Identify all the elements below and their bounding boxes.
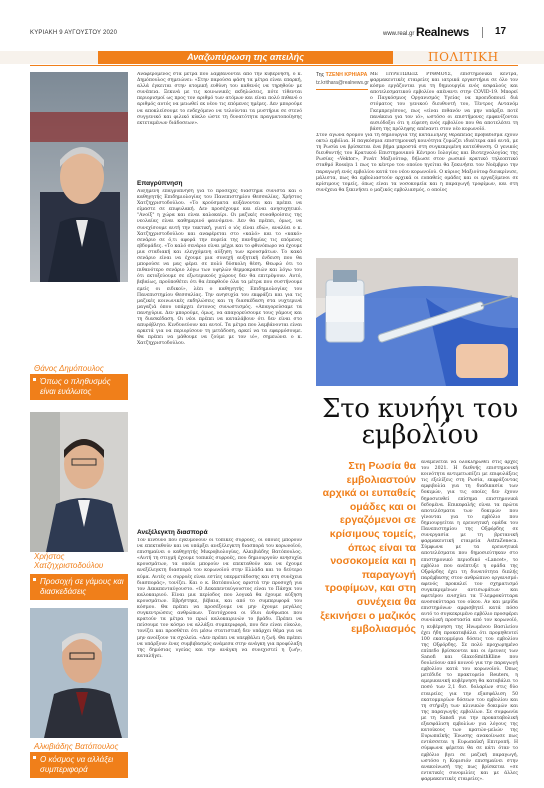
- article-text-2: αναμένεται να ολοκληρωθεί στις αρχές του 2021. Η διεθνής επιστημονική κοινότητα αντιμετωπίζει με επιφυλάξεις τις εξελίξεις στη Ρωσία, εκφράζοντας αμφιβολία για τη διαδικασία των δοκιμών, για τις οποίες δεν έχουν δημοσιευθεί επίσημα επιστημονικά δεδομένα. Επικεφαλής είναι τα πρώτα αποτελέσματα των δοκιμών που γίνονται για το εμβόλιο που δημιουργείται η ερευνητική ομάδα του Πανεπιστημίου της Οξφόρδης σε συνεργασία με τη βρετανική φαρμακευτική εταιρεία AstraZeneca. Σύμφωνα με τα ερευνητικά αποτελέσματα που δημοσιεύτηκαν στο επιστημονικό περιοδικό «Lancet», το εμβόλιο που ανέπτυξε η ομάδα της Οξφόρδης έχει τη δυνατότητα διπλής παρέμβασης στον ανθρώπινο οργανισμό: αφενός προκαλεί τον σχηματισμό συγκεκριμένων αντισωμάτων και αφετέρου ενισχύει τα Τ-λεμφοκύτταρα ανοσοκύτταρα του οίκου. Αν και μερίδα επιστημόνων αμφισβητεί κατά πόσο αυτό το συγκεκριμένο εμβόλιο προσφέρει συνολική προστασία από τον κορωνοϊό, η κυβέρνηση της Ηνωμένου Βασιλείου έχει ήδη προκαταβάλει ότι προμηθευτεί 100 εκατομμύρια δόσεις του εμβολίου της Οξφόρδης. Σε πολύ προχωρημένο επίπεδο βρίσκονται και οι έρευνες των Sanofi και GlaxoSmithKline που δουλεύουν από κοινού για την παραγωγή εμβολίου κατά του κορωνοϊού. Όπως μετέδιδε το πρακτορείο Reuters, η αμερικανική κυβέρνηση θα καταβάλει το ποσό των 2,1 δισ. δολαρίων στις δύο εταιρείες για την εξασφάλιση 50 εκατομμυρίων δόσεων του εμβολίου και τη στήριξη των κλινικών δοκιμών και της παραγωγής εμβολίων. Σε συμφωνία με τη Sanofi για την προκαταβολική εξασφάλιση εμβολίων για λόγους της κατοίκους των κρατών-μελών της Ευρωπαϊκής Ένωσης ανακοίνωσε πως εντάσσεται η Ευρωπαϊκή Επιτροπή. Η σύμφωνα φέρεται θα σε κάτι όταν το εμβόλιο βγει σε μαζική παραγωγή, ωστόσο η Κομισιόν επισημαίνει στην ανακοίνωσή της πως βρίσκεται «σε εντατικές συνομιλίες και με άλλες φαρμακευτικές εταιρείες».: [421, 460, 518, 782]
- left-intro-text: Αναφερόμενος στα μέτρα που λαμβάνονται από την κυβέρνηση, ο κ. Δημόπουλος σημειώνει: «Στην παρούσα φάση τα μέτρα είναι επαρκή, αλλά έγκειται στην ατομική ευθύνη του καθενός να τηρηθούν με συνέπεια. Ξεκινά με τις κοινωνικές εκδηλώσεις, πότε τίθενται περιορισμοί ως προς τον αριθμό των ατόμων και είναι πολύ πιθανό ο αριθμός αυτός να μειωθεί εκ νέου τις επόμενες ημέρες. Δεν μπορούμε να αποκλείσουμε το ενδεχόμενο να τελούνται τα μυστήρια σε στενό συγγενικό και φιλικό κύκλο ώστε τη δυνατότητα πραγματοποίησης εκτεταμένων διάδοσεων».: [137, 72, 302, 126]
- header-divider: [482, 27, 483, 38]
- site-url: www.real.gr: [383, 31, 415, 37]
- caption-name-1: Θάνος Δημόπουλος: [34, 364, 104, 373]
- left-subhead-2: Ανεξέλεγκτη διασπορά: [137, 529, 208, 536]
- article-lede: ΜΕ ΠΥΡΕΤΩΔΕΙΣ ΡΥΘΜΟΥΣ, επιστημονικά κέντρα, φαρμακευτικές εταιρείες και ιατρικά εργαστήρια σε όλο τον κόσμο εργάζονται για τη δημιουργία ενός ασφαλούς και αποτελεσματικού εμβολίου απέναντι στην COVID-19. Μπορεί ο Παγκόσμιος Οργανισμός Υγείας να προειδοποιεί διά στόματος του γενικού διευθυντή του, Τέντρος Αντανόμ Γκεμπρεγέσους, πως «είναι πιθανόν να μην υπάρξει ποτέ πανάκεια για τον ιό», ωστόσο οι επιστήμονες εμφανίζονται αισιόδοξοι ότι η εύρεση ενός εμβολίου που θα αποτελέσει τη βάση της πρόληψης απέναντι στον νέο κορωνοϊό.: [370, 72, 518, 132]
- portrait-photo-1: [30, 72, 128, 282]
- caption-name-3: Αλκιβιάδης Βατόπουλος: [34, 742, 119, 751]
- byline: [316, 72, 367, 78]
- brand-logo: Realnews: [416, 25, 469, 39]
- left-text-2: Τον κίνδυνο που εγκυμονούν οι τοπικές συρροές, οι οποίες μπορούν να επεκταθούν και να υπάρξει ανεξέλεγκτη διασπορά του κορωνοϊού, επισημαίνει ο καθηγητής Μικροβιολογίας, Αλκιβιάδης Βατόπουλος. «Αυτή τη στιγμή έχουμε τοπικές συρροές, που δημιουργούν ανησυχία κρουσμάτων, τα οποία μπορούν να επεκταθούν και να έχουμε ανεξέλεγκτη διασπορά του κορωνοϊού στην Ελλάδα και το δεύτερο κύμα. Αυτές οι συρροές είναι εστίες υπερμετάδοσης και στη συνέχεια διασποράς», τονίζει. Και ο κ. Βατόπουλος εφιστά την προσοχή για τον Δεκαπενταύγουστο. «Ο Δεκαπενταύγουστος είναι το Πάσχα του καλοκαιριού. Είναι μια περίοδος που λογικά θα έχουμε αύξηση κρουσμάτων. Εβρήστηκε, βέβαια, και από το συμπεριφορά του κόσμου. Θα πρέπει να προσέξουμε να μην έχουμε μεγάλες συγκεντρώσεις ανθρώπων. Ταυτόχρονα οι ίδιοι άνθρωποι που κρατούν τα μέτρα το πρωί καλοκαιρινών το βράδυ. Πρέπει να πείσουμε τον κόσμο να αλλάξει συμπεριφορά, που δεν είναι εύκολο, τονίζει και προσθέτει ότι μέσω στατιστική δεν υπάρχει θέμα για να μην ανοίξουν τα σχολεία. «Δεν πρέπει να υπερβάλει η ζωή. Θα πρέπει να υπάρξουν ένας συμβιβασμός ανάμεσα στην ανάγκη για προφύλαξη της δημόσιας υγείας και την ανάγκη να συνεχιστεί η ζωή», καταλήγει.: [137, 538, 302, 659]
- byline-rule: [316, 89, 368, 90]
- page-date: ΚΥΡΙΑΚΗ 9 ΑΥΓΟΥΣΤΟΥ 2020: [30, 30, 118, 36]
- page-number: 17: [495, 26, 507, 37]
- portrait-photo-2: [30, 412, 128, 552]
- section-rule: [30, 65, 518, 66]
- caption-name-2: Χρήστος Χατζηχριστοδούλου: [34, 552, 104, 570]
- banner-title: Αναζωπύρωση της απειλής: [187, 52, 304, 62]
- left-subhead-1: Επαγρύπνηση: [137, 180, 183, 187]
- section-category: ΠΟΛΙΤΙΚΗ: [428, 50, 499, 64]
- article-headline: Στο κυνήγι του εμβολίου: [322, 394, 518, 450]
- caption-quote-3: Ο κόσμος να αλλάξει συμπεριφορά: [30, 752, 128, 778]
- caption-quote-1: Όπως ο πληθυσμός είναι ευάλωτος: [30, 374, 128, 400]
- byline-name: ΤΖΕΝΗ ΚΡΗΙΑΡΑ: [325, 72, 368, 78]
- article-pullquote: Στη Ρωσία θα εμβολιαστούν αρχικά οι ευπαθείς ομάδες και οι εργαζόμενοι σε κρίσιμους τομείς, όπως είναι τα νοσοκομεία και η παραγωγή τροφίμων, και στη συνέχεια θα ξεκινήσει ο μαζικός εμβολιασμός: [320, 460, 416, 636]
- article-text-1: Στον αγώνα δρόμου για τη δημιουργία της κατάλληλης θεραπείας προβάδισμα έχουν οκτώ εμβόλια. Η παγκόσμια επιστημονική κοινότητα ζυμώζει ιδιαίτερα από αυτά, με τη Ρωσία να βρίσκεται ένα βήμα μπροστά στη συγκεκριμένη κατεύθυνση. Ο γενικός διευθυντής του Κρατικού Επιστημονικού Κέντρου Ιολογίας και Βιοτεχνολογίας της Ρωσίας «Vektor», Ρινάτ Μαξιούτοφ, δήλωσε στον ρωσικό κρατικό τηλεοπτικό σταθμό Rossiya 1 πως το κέντρο του οποίου ηγείται θα ξεκινήσει τον Νοέμβριο την παραγωγή ενός εμβολίου κατά του νέου κορωνοϊού. Ο κύριος Μαξιούτοφ διευκρίνισε, μάλιστα, πως θα εμβολιαστούν αρχικά οι ευπαθείς ομάδες και οι εργαζόμενοι σε κρίσιμους τομείς, όπως είναι τα νοσοκομεία και η παραγωγή τροφίμων, και στη συνέχεια θα ξεκινήσει ο μαζικός εμβολιασμός, ο οποίος: [316, 133, 518, 193]
- byline-email[interactable]: tz.krithara@realnews.gr: [316, 80, 369, 86]
- caption-quote-2: Προσοχή σε γάμους και διασκεδάσεις: [30, 574, 128, 600]
- byline-label: Της: [316, 72, 325, 78]
- portrait-photo-3: [30, 608, 128, 738]
- left-text-1: Αυξημένη επαγρύπνηση για το προσεχές διάστημα συνιστά και ο καθηγητής Επιδημιολογίας του Πανεπιστημίου Θεσσαλίας, Χρήστος Χατζηχριστοδούλου. «Το κρούσματα αυξάνονται και πρέπει να είμαστε σε επιφυλακή. Δεν προσέχουμε και είναι ανησυχητικό. "Ανοίξ" η χώρα και είναι καλοκαίρι. Οι μαζικές συναθροίσεις της νεολαίας είναι καθημερινό φαινόμενο. Δεν θα πρέπει, όμως, να συνεχίσουμε αυτή την τακτική, γιατί ο ιός είναι εδώ», αναλύει ο κ. Χατζηχριστοδούλου και αναφέρεται στο «καλό» και το «κακό» σενάριο σε ό,τι αφορά την πορεία της πανδημίας τις επόμενες εβδομάδες. «Το καλό σενάριο είναι μέχρι και το φθινόπωρο να έχουμε μια σταδιακή και ελεγχόμενη αύξηση των κρουσμάτων. Το κακό σενάριο είναι να έχουμε μια συνεχή αυξητική ένδειση που θα μπορούσε να μας φέρει σε πολύ δύσκολη θέση. Θεωρώ ότι το πιθανότερο σενάριο λόγω των υψηλών θερμοκρασιών και λόγω του ότι εκτοξεύουμε σε εξωτερικούς χώρους δεν θα επιτρέψουν. Αυτό, βεβαίως, προϋποθέτει ότι θα έπεφθούν όλα τα μέτρα που συστήνουμε εμείς οι ειδικοί», λέει ο καθηγητής Επιδημιολογίας του Πανεπιστημίου Θεσσαλίας. Την ανησυχία του εκφράζει και για τις μαζικές κοινωνικές εκδηλώσεις και τη διασκέδαση στα νυχτερινά μαγαζιά όπου υπάρχει έντονος συνωστισμός. «Απαγορεύσαμε τα πανηγύρια. Δεν μπορούμε, όμως, να απαγορεύσουμε τους γάμους και τη διασκέδαση. Οι νέοι πρέπει να καταλάβουν ότι δεν είναι στο απυρόβλητο. Κινδυνεύουν και αυτοί. Τα μέτρα που λαμβάνονται είναι αρκετά για να περιορίσουν τη μετάδοση, αρκεί να τα εφαρμόσουμε. Θα πρέπει να μάθουμε να ζούμε με τον ιό», σημειώνει ο κ. Χατζηχριστοδούλου.: [137, 189, 302, 347]
- vaccine-photo: [316, 258, 518, 386]
